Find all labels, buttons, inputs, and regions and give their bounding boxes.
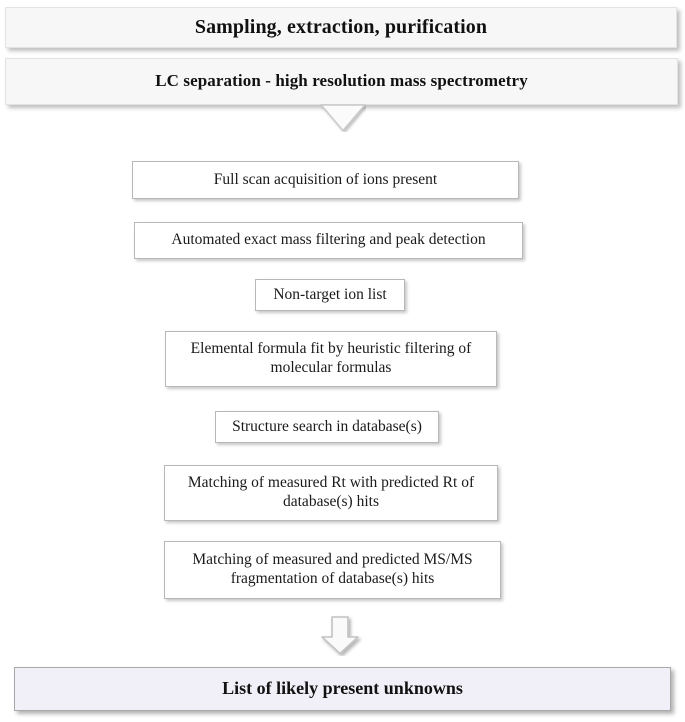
result-unknowns-list-label: List of likely present unknowns bbox=[222, 678, 463, 699]
arrow-top-down-icon bbox=[320, 104, 366, 132]
banner-lc-separation bbox=[5, 58, 678, 105]
step-mass-filtering-label: Automated exact mass filtering and peak detection bbox=[171, 231, 486, 249]
banner-sampling-label: Sampling, extraction, purification bbox=[194, 16, 488, 39]
step-rt-matching-label: Matching of measured Rt with predicted Rt of database(s) hits bbox=[187, 474, 475, 510]
result-unknowns-list bbox=[14, 667, 671, 711]
step-full-scan bbox=[132, 161, 519, 199]
step-ion-list bbox=[255, 279, 405, 311]
step-elemental-formula-label: Elemental formula fit by heuristic filtering of molecular formulas bbox=[190, 340, 472, 376]
step-rt-matching bbox=[164, 465, 498, 521]
banner-sampling bbox=[5, 7, 677, 48]
step-msms-matching bbox=[164, 541, 501, 599]
step-mass-filtering bbox=[134, 222, 523, 259]
step-full-scan-label: Full scan acquisition of ions present bbox=[213, 170, 438, 188]
step-elemental-formula bbox=[165, 331, 497, 387]
step-structure-search-label: Structure search in database(s) bbox=[232, 417, 422, 435]
banner-lc-separation-label: LC separation - high resolution mass spectrometry bbox=[155, 71, 528, 91]
step-msms-matching-label: Matching of measured and predicted MS/MS fragmentation of database(s) hits bbox=[192, 551, 473, 587]
arrow-bottom-down-icon bbox=[315, 614, 365, 656]
step-ion-list-label: Non-target ion list bbox=[273, 285, 387, 303]
step-structure-search bbox=[215, 411, 439, 443]
